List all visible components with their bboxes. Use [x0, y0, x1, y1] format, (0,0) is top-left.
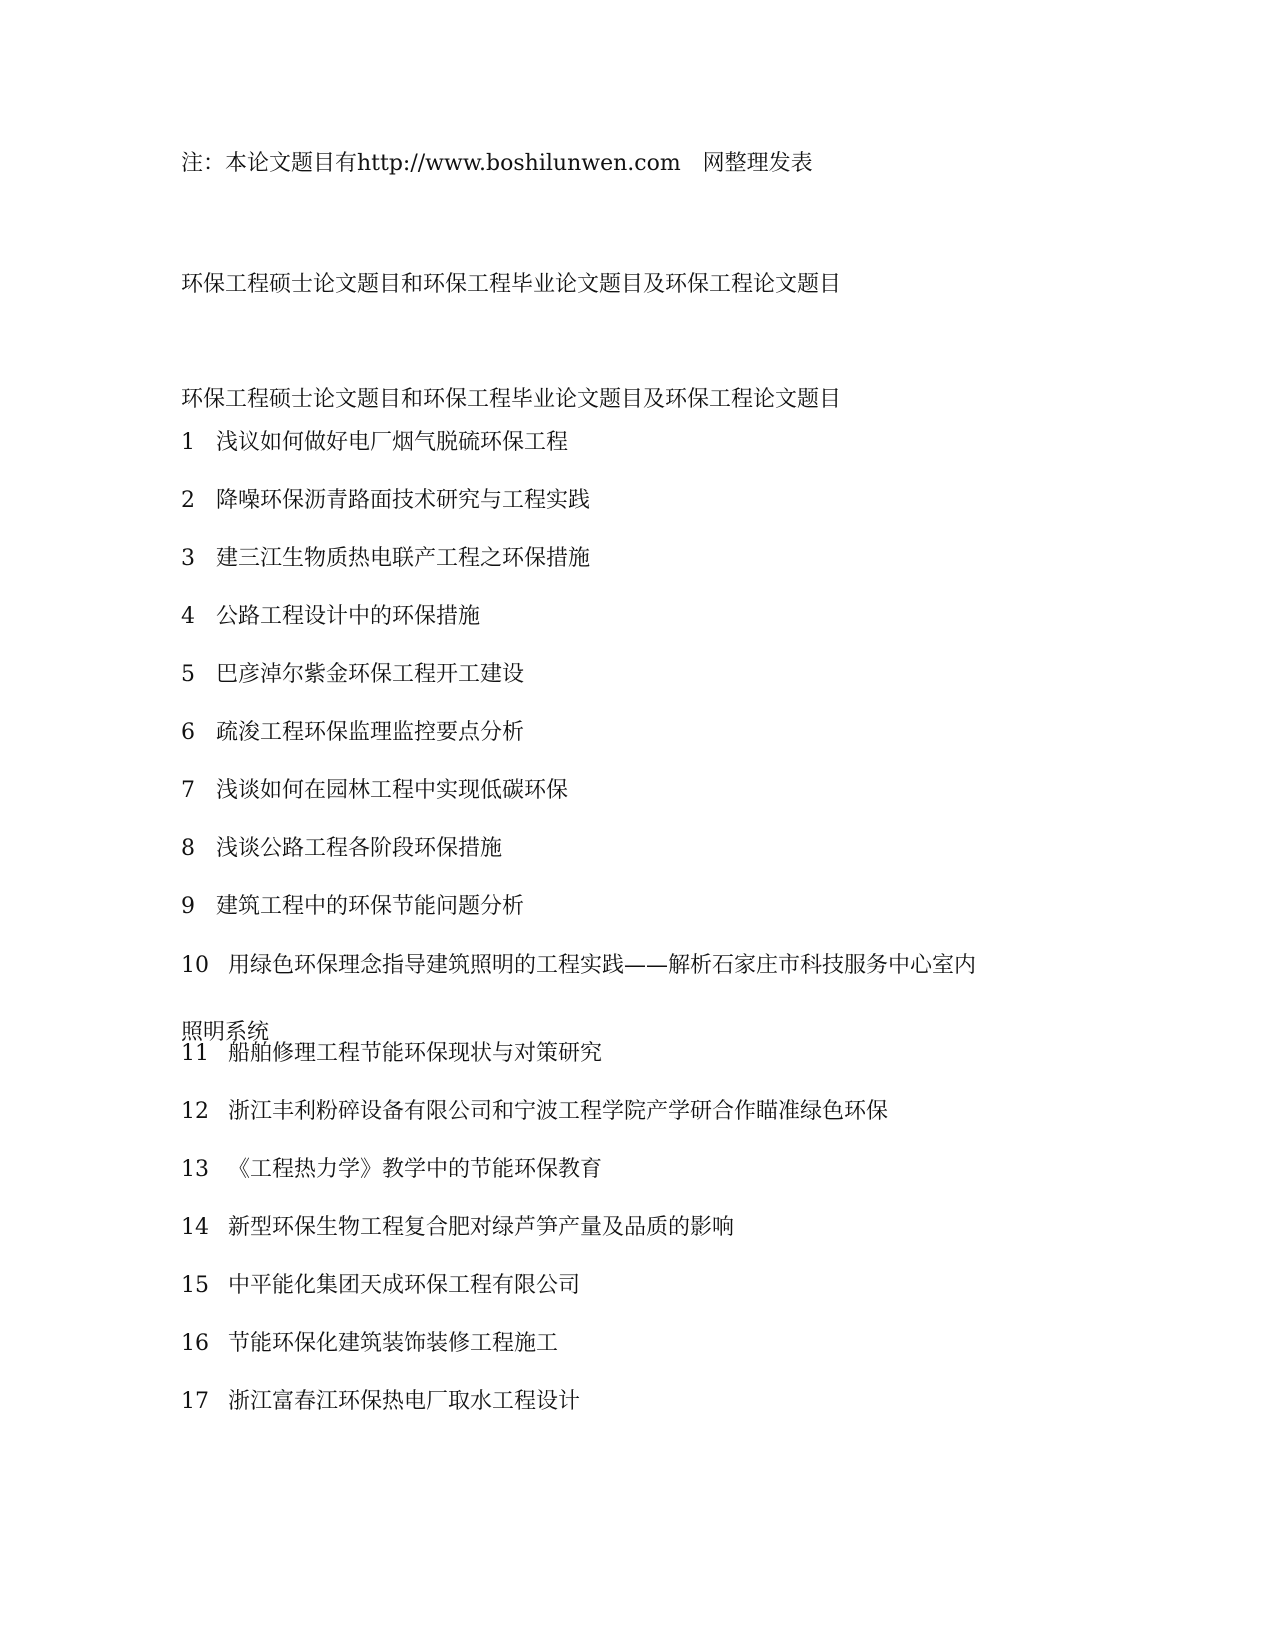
- item-number: 14: [181, 1215, 209, 1240]
- item-title: 浅谈公路工程各阶段环保措施: [216, 836, 503, 861]
- item-title: 巴彦淖尔紫金环保工程开工建设: [216, 662, 525, 687]
- list-item: [181, 602, 1081, 632]
- list-heading: 环保工程硕士论文题目和环保工程毕业论文题目及环保工程论文题目: [181, 387, 842, 412]
- list-item: [181, 834, 1081, 864]
- item-title: 浙江富春江环保热电厂取水工程设计: [228, 1389, 581, 1414]
- item-title: 浅议如何做好电厂烟气脱硫环保工程: [216, 430, 569, 455]
- item-number: 1: [181, 430, 195, 455]
- item-number: 5: [181, 662, 195, 687]
- list-item: [181, 951, 1081, 981]
- item-number: 6: [181, 720, 195, 745]
- item-title: 建三江生物质热电联产工程之环保措施: [216, 546, 591, 571]
- list-item: [181, 486, 1081, 516]
- item-number: 12: [181, 1099, 209, 1124]
- item-number: 9: [181, 894, 195, 919]
- item-title: 疏浚工程环保监理监控要点分析: [216, 720, 525, 745]
- item-number: 4: [181, 604, 195, 629]
- list-item: [181, 660, 1081, 690]
- item-number: 10: [181, 953, 209, 978]
- list-item: [181, 1213, 1081, 1243]
- item-number: 17: [181, 1389, 209, 1414]
- item-title: 新型环保生物工程复合肥对绿芦笋产量及品质的影响: [228, 1215, 735, 1240]
- item-number: 7: [181, 778, 195, 803]
- list-item: [181, 1271, 1081, 1301]
- item-title: 用绿色环保理念指导建筑照明的工程实践——解析石家庄市科技服务中心室内: [228, 953, 977, 978]
- list-item: [181, 776, 1081, 806]
- item-number: 13: [181, 1157, 209, 1182]
- item-title: 船舶修理工程节能环保现状与对策研究: [228, 1041, 603, 1066]
- item-title: 节能环保化建筑装饰装修工程施工: [228, 1331, 559, 1356]
- item-number: 11: [181, 1041, 209, 1066]
- item-title: 浅谈如何在园林工程中实现低碳环保: [216, 778, 569, 803]
- list-item: [181, 892, 1081, 922]
- list-item: [181, 718, 1081, 748]
- item-number: 3: [181, 546, 195, 571]
- item-title: 建筑工程中的环保节能问题分析: [216, 894, 525, 919]
- source-note: 注：本论文题目有http://www.boshilunwen.com 网整理发表: [181, 151, 813, 176]
- item-title: 浙江丰利粉碎设备有限公司和宁波工程学院产学研合作瞄准绿色环保: [228, 1099, 889, 1124]
- list-item: [181, 1097, 1081, 1127]
- list-item: [181, 1155, 1081, 1185]
- list-item: [181, 1329, 1081, 1359]
- item-number: 8: [181, 836, 195, 861]
- item-title: 降噪环保沥青路面技术研究与工程实践: [216, 488, 591, 513]
- document-title: 环保工程硕士论文题目和环保工程毕业论文题目及环保工程论文题目: [181, 272, 842, 297]
- item-title: 中平能化集团天成环保工程有限公司: [228, 1273, 581, 1298]
- list-item: [181, 1387, 1081, 1417]
- item-number: 16: [181, 1331, 209, 1356]
- list-item: [181, 1039, 1081, 1069]
- item-title-continuation: 照明系统: [181, 1020, 270, 1045]
- list-item: [181, 544, 1081, 574]
- item-number: 2: [181, 488, 195, 513]
- item-title: 《工程热力学》教学中的节能环保教育: [228, 1157, 603, 1182]
- item-title: 公路工程设计中的环保措施: [216, 604, 481, 629]
- list-item: [181, 428, 1081, 458]
- item-number: 15: [181, 1273, 209, 1298]
